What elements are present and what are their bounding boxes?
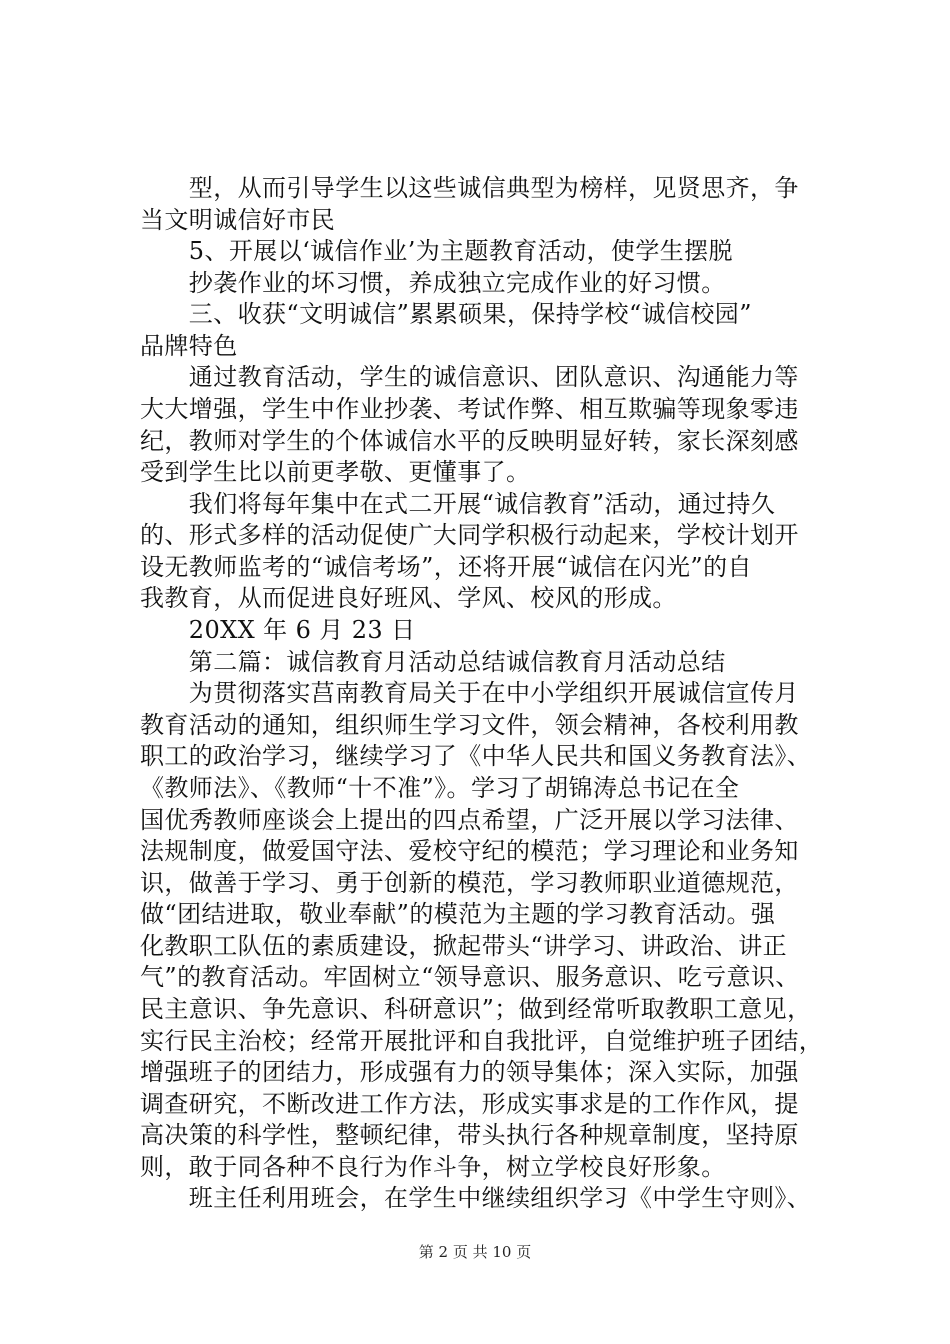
text-line-17: 为贯彻落实莒南教育局关于在中小学组织开展诚信宣传月 [140, 679, 799, 708]
text-line-27: 民主意识、争先意识、科研意识”；做到经常听取教职工意见， [140, 994, 812, 1023]
text-line-20: 《教师法》、《教师“十不准”》。学习了胡锦涛总书记在全 [140, 773, 740, 802]
text-line-32: 则，敢于同各种不良行为作斗争，树立学校良好形象。 [140, 1152, 726, 1181]
date-line: 20XX 年 6 月 23 日 [140, 616, 416, 645]
page-number-footer: 第 2 页 共 10 页 [418, 1243, 532, 1261]
text-line-8: 大大增强，学生中作业抄袭、考试作弊、相互欺骗等现象零违 [140, 395, 799, 424]
text-line-12: 的、形式多样的活动促使广大同学积极行动起来，学校计划开 [140, 521, 799, 550]
text-line-9: 纪，教师对学生的个体诚信水平的反映明显好转，家长深刻感 [140, 426, 799, 455]
text-line-33: 班主任利用班会，在学生中继续组织学习《中学生守则》、 [140, 1184, 812, 1213]
text-line-30: 调查研究，不断改进工作方法，形成实事求是的工作作风，提 [140, 1089, 799, 1118]
section-heading: 第二篇：诚信教育月活动总结诚信教育月活动总结 [140, 647, 726, 676]
text-line-5: 三、收获“文明诚信”累累硕果，保持学校“诚信校园” [140, 300, 752, 329]
text-line-2: 当文明诚信好市民 [140, 205, 336, 234]
text-line-11: 我们将每年集中在式二开展“诚信教育”活动，通过持久 [140, 489, 776, 518]
text-line-24: 做“团结进取，敬业奉献”的模范为主题的学习教育活动。强 [140, 900, 776, 929]
text-line-21: 国优秀教师座谈会上提出的四点希望，广泛开展以学习法律、 [140, 805, 799, 834]
text-line-4: 抄袭作业的坏习惯，养成独立完成作业的好习惯。 [140, 268, 726, 297]
text-line-28: 实行民主治校；经常开展批评和自我批评，自觉维护班子团结， [140, 1026, 824, 1055]
text-line-26: 气”的教育活动。牢固树立“领导意识、服务意识、吃亏意识、 [140, 963, 800, 992]
text-line-25: 化教职工队伍的素质建设，掀起带头“讲学习、讲政治、讲正 [140, 931, 788, 960]
text-line-31: 高决策的科学性，整顿纪律，带头执行各种规章制度，坚持原 [140, 1121, 799, 1150]
text-line-7: 通过教育活动，学生的诚信意识、团队意识、沟通能力等 [140, 363, 799, 392]
text-line-14: 我教育，从而促进良好班风、学风、校风的形成。 [140, 584, 677, 613]
text-line-23: 识，做善于学习、勇于创新的模范，学习教师职业道德规范， [140, 868, 799, 897]
text-line-10: 受到学生比以前更孝敬、更懂事了。 [140, 458, 531, 487]
text-line-19: 职工的政治学习，继续学习了《中华人民共和国义务教育法》、 [140, 742, 812, 771]
text-line-3: 5、开展以‘诚信作业’为主题教育活动，使学生摆脱 [140, 237, 733, 266]
text-line-18: 教育活动的通知，组织师生学习文件，领会精神，各校利用教 [140, 710, 799, 739]
text-line-6: 品牌特色 [140, 331, 238, 360]
text-line-13: 设无教师监考的“诚信考场”，还将开展“诚信在闪光”的自 [140, 552, 752, 581]
text-line-29: 增强班子的团结力，形成强有力的领导集体；深入实际，加强 [140, 1058, 799, 1087]
text-line-1: 型，从而引导学生以这些诚信典型为榜样，见贤思齐，争 [140, 174, 799, 202]
text-line-22: 法规制度，做爱国守法、爱校守纪的模范；学习理论和业务知 [140, 837, 799, 866]
